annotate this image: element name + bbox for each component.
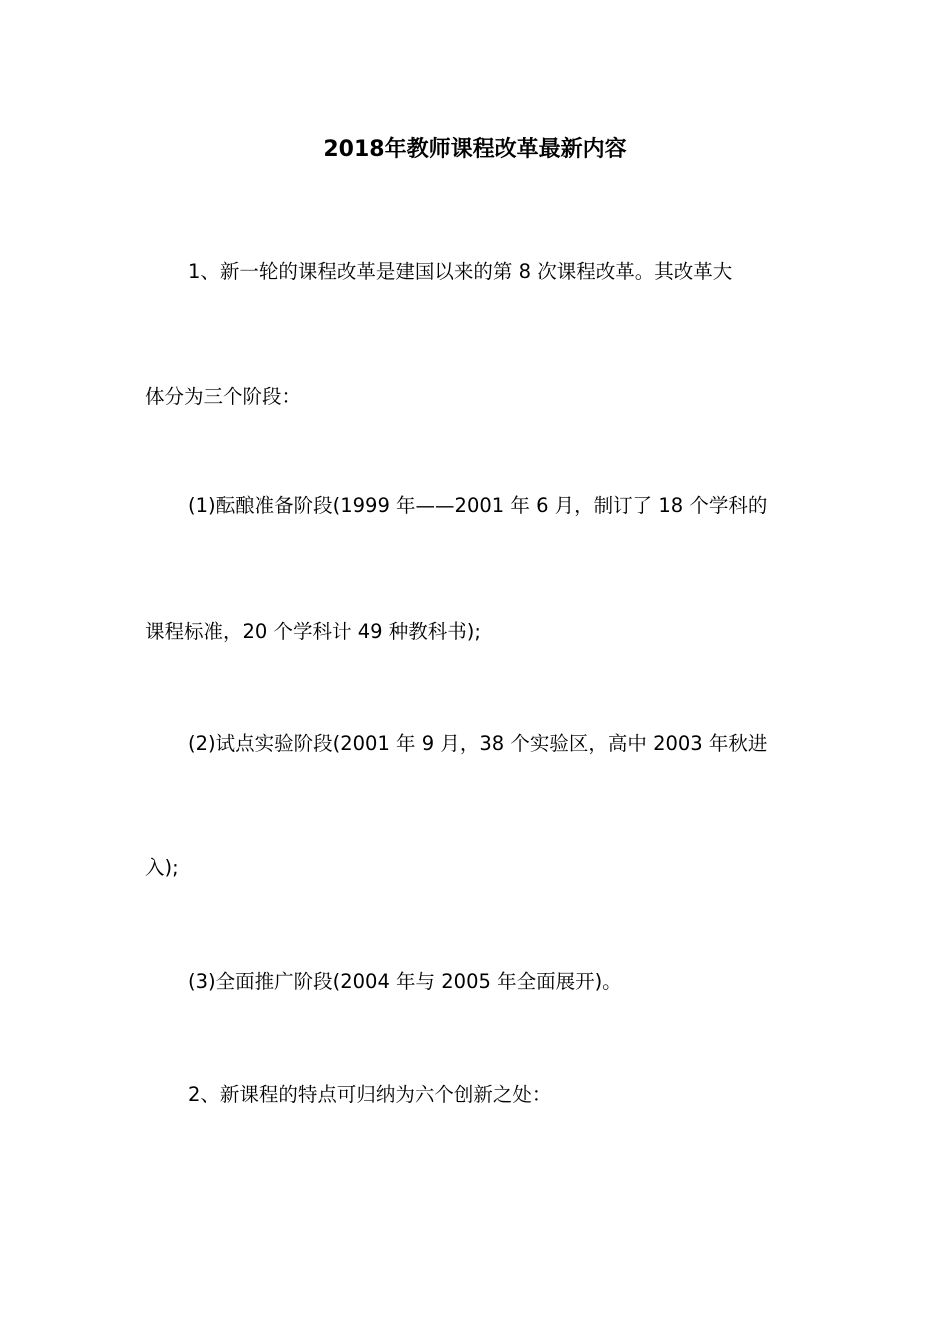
paragraph-4-line-1: (3)全面推广阶段(2004 年与 2005 年全面展开)。	[188, 970, 622, 993]
paragraph-2-line-1: (1)酝酿准备阶段(1999 年——2001 年 6 月，制订了 18 个学科的	[188, 494, 768, 517]
paragraph-5-line-1: 2、新课程的特点可归纳为六个创新之处：	[188, 1083, 552, 1106]
paragraph-3-line-2: 入);	[145, 856, 179, 879]
paragraph-1-line-2: 体分为三个阶段：	[145, 385, 302, 408]
paragraph-2-line-2: 课程标准，20 个学科计 49 种教科书);	[145, 620, 481, 643]
paragraph-3-line-1: (2)试点实验阶段(2001 年 9 月，38 个实验区，高中 2003 年秋进	[188, 732, 768, 755]
paragraph-1-line-1: 1、新一轮的课程改革是建国以来的第 8 次课程改革。其改革大	[188, 260, 733, 283]
page-title: 2018年教师课程改革最新内容	[323, 137, 627, 162]
